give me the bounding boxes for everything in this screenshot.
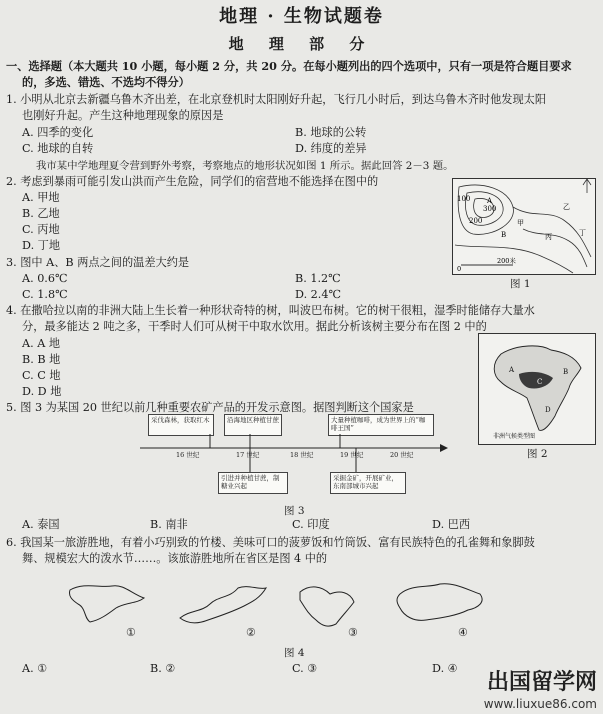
- century-18: 18 世纪: [290, 451, 314, 459]
- province-outline-3: [300, 587, 354, 626]
- q1-stem-line1: 1. 小明从北京去新疆乌鲁木齐出差，在北京登机时太阳刚好升起，飞行几小时后，到达乌鲁木齐时他发现太阳: [6, 93, 547, 106]
- scale-label: 200米: [497, 257, 516, 265]
- fig4-num-1: ①: [126, 626, 136, 639]
- label-c: C: [537, 378, 543, 386]
- figure-1-contour-map: [452, 178, 596, 275]
- q3-option-d: D. 2.4℃: [295, 288, 341, 301]
- scale-zero: 0: [457, 265, 462, 273]
- q3-option-b: B. 1.2℃: [295, 272, 341, 285]
- site-watermark-url: www.liuxue86.com: [483, 697, 597, 711]
- arrow-icon: [440, 444, 448, 452]
- label-b: B: [563, 368, 569, 376]
- q5-stem: 5. 图 3 为某国 20 世纪以前几种重要农矿产品的开发示意图。据图判断这个国家是: [6, 401, 414, 414]
- north-arrow-icon: [583, 179, 591, 193]
- label-point-a: A: [487, 197, 493, 205]
- label-ding: 丁: [579, 229, 586, 237]
- section-instructions-line2: 的，多选、错选、不选均不得分）: [22, 75, 190, 89]
- q1-option-c: C. 地球的自转: [22, 142, 94, 155]
- q3-option-a: A. 0.6℃: [22, 272, 68, 285]
- figure-1-caption: 图 1: [510, 278, 531, 290]
- q4-option-a: A. A 地: [22, 337, 61, 350]
- q4-stem-line2: 分，最多能达 2 吨之多，干季时人们可从树干中取水饮用。据此分析该树主要分布在图 2 中的: [22, 320, 487, 333]
- century-16: 16 世纪: [176, 451, 200, 459]
- q5-option-d: D. 巴西: [432, 518, 471, 531]
- q5-option-b: B. 南非: [150, 518, 188, 531]
- q6-option-b: B. ②: [150, 662, 176, 675]
- q5-option-a: A. 泰国: [22, 518, 60, 531]
- figure-4-caption: 图 4: [284, 647, 305, 659]
- section-instructions-line1: 一、选择题（本大题共 10 小题，每小题 2 分，共 20 分。在每小题列出的四个选项中，只有一项是符合题目要求: [6, 59, 572, 73]
- figure-4-provinces: [60, 572, 500, 642]
- q4-option-b: B. B 地: [22, 353, 61, 366]
- q6-option-c: C. ③: [292, 662, 318, 675]
- q3-option-c: C. 1.8℃: [22, 288, 68, 301]
- label-a: A: [509, 366, 515, 374]
- century-20: 20 世纪: [390, 451, 414, 459]
- q4-stem-line1: 4. 在撒哈拉以南的非洲大陆上生长着一种形状奇特的树，叫波巴布树。它的树干很粗，湿季时能储存大量水: [6, 304, 535, 317]
- contour-map-drawing: [453, 179, 595, 274]
- century-17: 17 世纪: [236, 451, 260, 459]
- fig4-num-3: ③: [348, 626, 358, 639]
- label-200: 200: [469, 217, 483, 225]
- site-watermark-logo: 出国留学网: [486, 670, 597, 695]
- province-outline-4: [397, 584, 482, 621]
- timeline-box-logging: 采伐森林，获取红木: [148, 414, 214, 436]
- contour-line-east: [523, 229, 587, 267]
- label-yi: 乙: [563, 203, 570, 211]
- q4-option-d: D. D 地: [22, 385, 62, 398]
- century-19: 19 世纪: [340, 451, 364, 459]
- q3-stem: 3. 图中 A、B 两点之间的温差大约是: [6, 256, 190, 269]
- q6-stem-line1: 6. 我国某一旅游胜地，有着小巧别致的竹楼、美味可口的菠萝饭和竹筒饭、富有民族特色的孔雀舞和象脚鼓: [6, 536, 535, 549]
- label-bing: 丙: [545, 233, 552, 241]
- q1-option-b: B. 地球的公转: [295, 126, 367, 139]
- fig4-num-2: ②: [246, 626, 256, 639]
- q1-option-d: D. 纬度的差异: [295, 142, 367, 155]
- q2-option-a: A. 甲地: [22, 191, 60, 204]
- q6-option-a: A. ①: [22, 662, 48, 675]
- q2-stem: 2. 考虑到暴雨可能引发山洪而产生危险，同学们的宿营地不能选择在图中的: [6, 175, 379, 188]
- q1-stem-line2: 也刚好升起。产生这种地理现象的原因是: [22, 109, 224, 122]
- map-legend: 非洲气候类型图: [493, 433, 536, 440]
- label-300: 300: [483, 205, 497, 213]
- africa-map-drawing: [479, 334, 595, 444]
- province-outline-2: [180, 587, 266, 623]
- section-title: 地 理 部 分: [228, 35, 375, 53]
- figure-3-timeline: [140, 412, 450, 502]
- figure-2-africa-map: [478, 333, 596, 445]
- q2-q3-intro: 我市某中学地理夏令营到野外考察，考察地点的地形状况如图 1 所示。据此回答 2－3 题。: [36, 160, 454, 172]
- q6-stem-line2: 舞、规模宏大的泼水节……。该旅游胜地所在省区是图 4 中的: [22, 552, 328, 565]
- q1-option-a: A. 四季的变化: [22, 126, 94, 139]
- paper-title: 地理 · 生物试题卷: [219, 6, 384, 27]
- timeline-box-coffee: 大量种植咖啡，成为世界上的“咖啡王国”: [328, 414, 434, 436]
- timeline-box-sugarcane: 沿海地区种植甘蔗: [224, 414, 282, 436]
- figure-3-caption: 图 3: [284, 505, 305, 517]
- label-point-b: B: [501, 231, 507, 239]
- province-outline-1: [69, 586, 144, 622]
- fig4-num-4: ④: [458, 626, 468, 639]
- timeline-box-gold-mining: 采掘金矿，开展矿业，东南部城市兴起: [330, 472, 406, 494]
- q2-option-b: B. 乙地: [22, 207, 60, 220]
- figure-2-caption: 图 2: [527, 448, 548, 460]
- timeline-box-sugar-industry: 引进并种植甘蔗，制糖业兴起: [218, 472, 288, 494]
- q4-option-c: C. C 地: [22, 369, 61, 382]
- label-d: D: [545, 406, 551, 414]
- q2-option-d: D. 丁地: [22, 239, 61, 252]
- label-jia: 甲: [517, 219, 524, 227]
- q2-option-c: C. 丙地: [22, 223, 60, 236]
- q6-option-d: D. ④: [432, 662, 458, 675]
- q5-option-c: C. 印度: [292, 518, 330, 531]
- label-100: 100: [457, 195, 471, 203]
